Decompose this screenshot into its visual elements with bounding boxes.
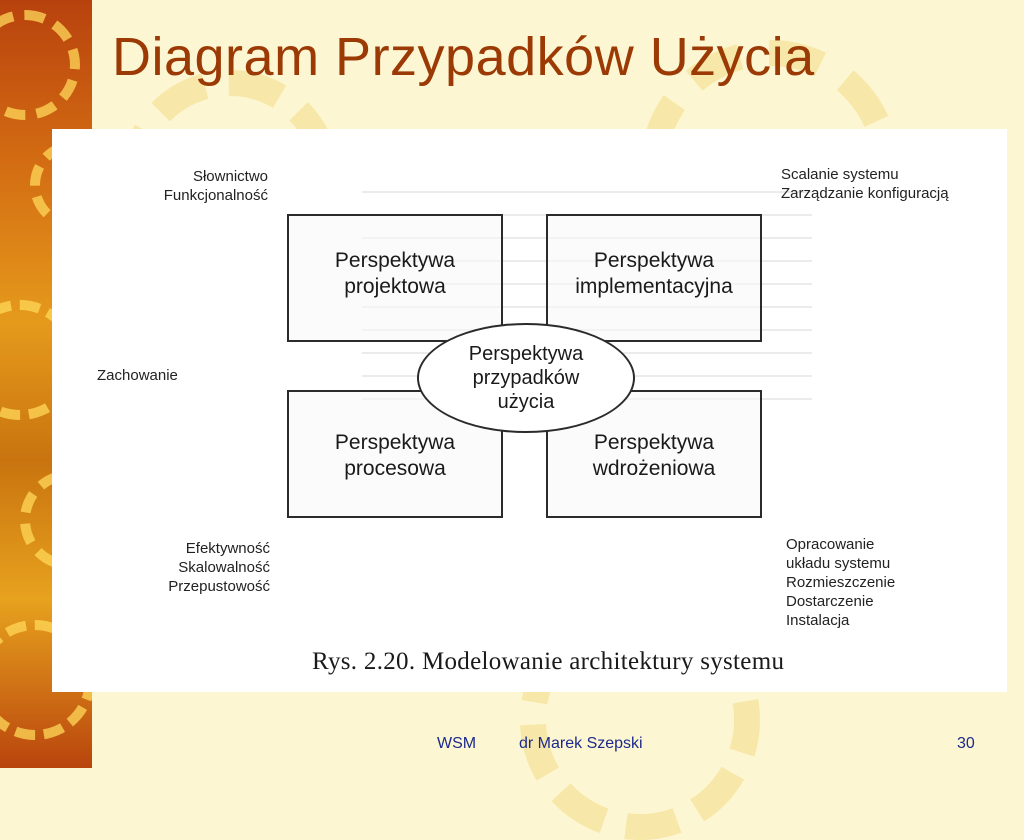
deployment-concerns-label: Opracowanie układu systemu Rozmieszczenie Dostarczenie Instalacja [786,536,896,629]
slide-title: Diagram Przypadków Użycia [112,27,815,87]
implementation-perspective-label: Perspektywa implementacyjna [575,249,733,299]
implementation-perspective-box [546,214,762,342]
process-perspective-label: Perspektywa procesowa [334,431,456,481]
implementation-concerns-label: Scalanie systemu Zarządzanie konfiguracją [781,166,949,202]
gear-icon [0,10,80,120]
figure-caption: Rys. 2.20. Modelowanie architektury systemu [312,648,785,675]
footer-author: dr Marek Szepski [519,735,643,752]
design-concerns-label: Słownictwo Funkcjonalność [163,168,268,204]
design-perspective-label: Perspektywa projektowa [334,249,456,299]
process-concerns-label: Efektywność Skalowalność Przepustowość [168,540,270,595]
use-case-perspective-label: Perspektywa przypadków użycia [468,343,584,413]
page-number: 30 [957,735,975,752]
behavior-label: Zachowanie [97,367,178,384]
design-perspective-box [287,214,503,342]
footer-organization: WSM [437,735,477,752]
use-case-perspective-ellipse [417,323,635,433]
deployment-perspective-label: Perspektywa wdrożeniowa [592,431,716,481]
